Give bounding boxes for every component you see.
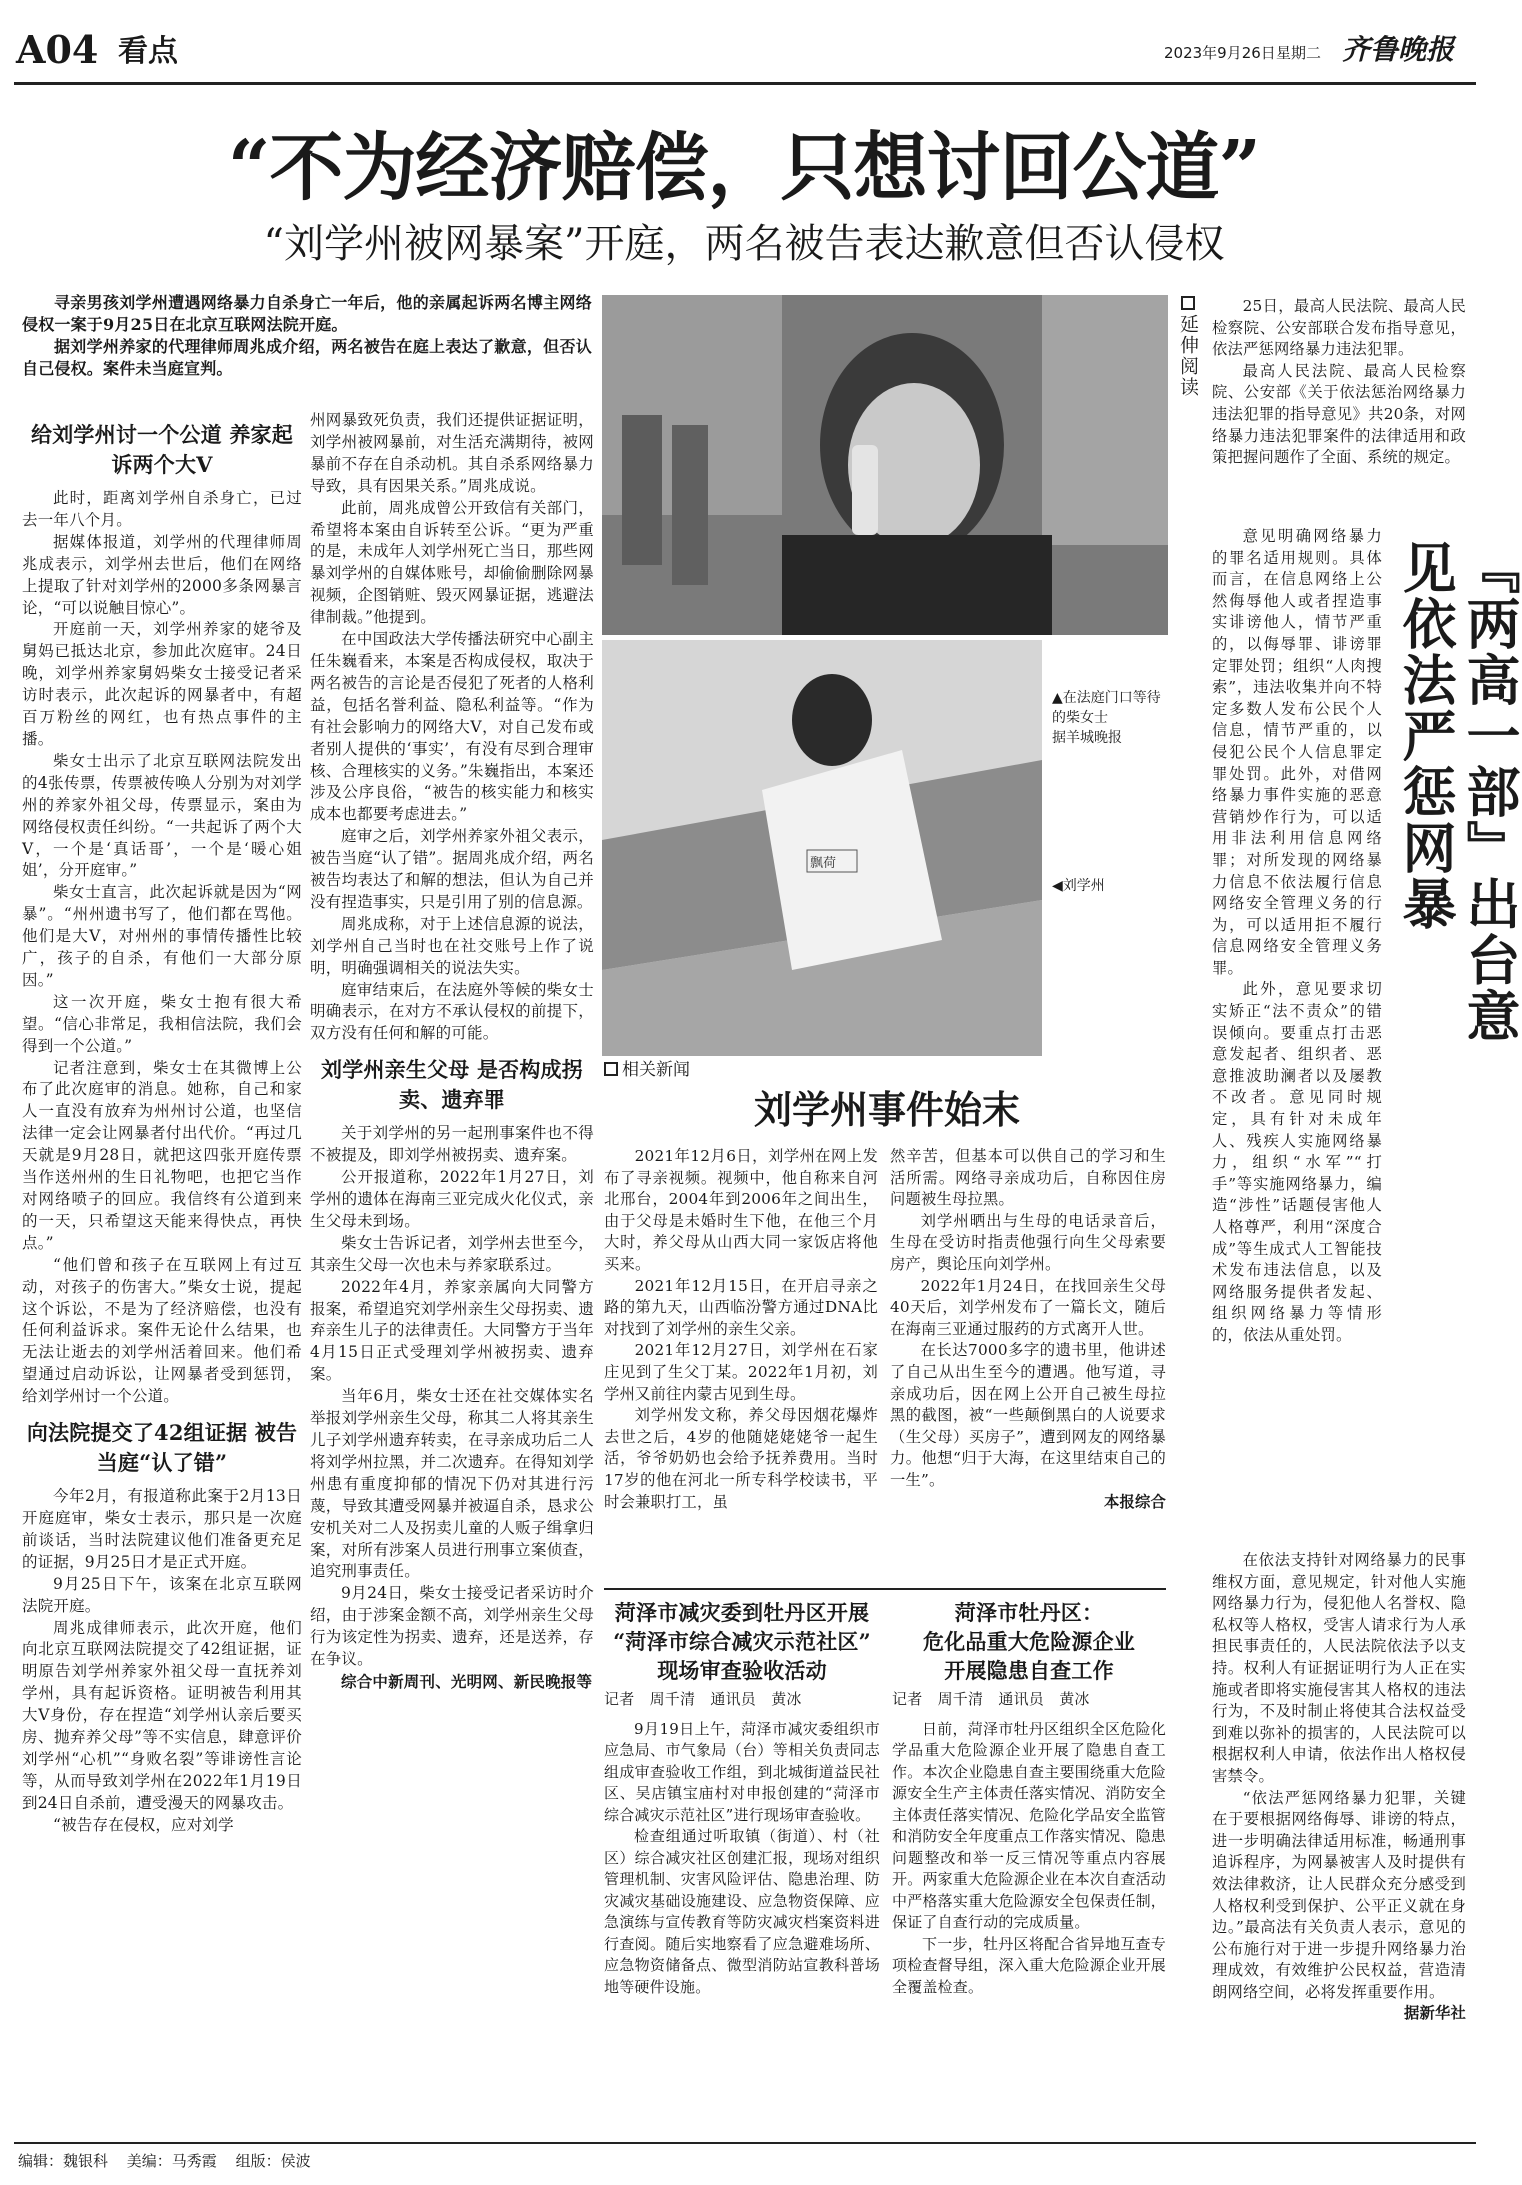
paragraph: 州网暴致死负责，我们还提供证据证明，刘学州被网暴前，对生活充满期待，被网暴前不存在自杀动机。其自杀系网络暴力导致，具有因果关系。”周兆成说。 xyxy=(310,411,594,495)
paragraph: 柴女士出示了北京互联网法院发出的4张传票，传票被传唤人分别为对刘学州的养家外祖父母，传票显示，案由为网络侵权责任纠纷。“一共起诉了两个大V，一个是‘真话哥’，一个是‘暖心姐姐’，分开庭审。” xyxy=(22,751,302,880)
lead-paragraph: 据刘学州养家的代理律师周兆成介绍，两名被告在庭上表达了歉意，但否认自己侵权。案件未当庭宣判。 xyxy=(22,337,592,378)
source-line: 据新华社 xyxy=(1404,2004,1466,2023)
paragraph: 周兆成律师表示，此次开庭，他们向北京互联网法院提交了42组证据，证明原告刘学州养家外祖父母一直抚养刘学州，具有起诉资格。证明被告利用其大V身份，存在捏造“刘学州认亲后要买房、抛弃养父母”等不实信息，肆意评价刘学州“心机”“身败名裂”等诽谤性言论等，从而导致刘学州在2022年1月19日到24日自杀前，遭受漫天的网暴攻击。 xyxy=(22,1618,302,1812)
subhead-2: 向法院提交了42组证据 被告当庭“认了错” xyxy=(26,1420,298,1476)
section-name: 看点 xyxy=(118,34,178,69)
paragraph: 庭审之后，刘学州养家外祖父表示，被告当庭“认了错”。据周兆成介绍，两名被告均表达了和解的想法，但认为自己并没有捏造事实，只是引用了别的信息源。 xyxy=(310,827,594,911)
source-line: 本报综合 xyxy=(1104,1492,1166,1511)
paragraph: 今年2月，有报道称此案于2月13日开庭庭审，柴女士表示，那只是一次庭前谈话，当时法院建议他们准备更充足的证据，9月25日才是正式开庭。 xyxy=(22,1487,302,1571)
paragraph: 9月24日，柴女士接受记者采访时介绍，由于涉案金额不高，刘学州亲生父母行为该定性为拐卖、遗弃，还是送养，存在争议。 xyxy=(310,1584,594,1669)
paragraph: 意见明确网络暴力的罪名适用规则。具体而言，在信息网络上公然侮辱他人或者捏造事实诽谤他人，情节严重的，以侮辱罪、诽谤罪定罪处罚；组织“人肉搜索”，违法收集并向不特定多数人发布公民个人信息，情节严重的，以侵犯公民个人信息罪定罪处罚。此外，对借网络暴力事件实施的恶意营销炒作行为，可以适用非法利用信息网络罪；对所发现的网络暴力信息不依法履行信息网络安全管理义务的行为，可以适用拒不履行信息网络安全管理义务罪。 xyxy=(1212,527,1382,977)
column-2 xyxy=(310,410,594,1693)
paragraph: 此前，周兆成曾公开致信有关部门，希望将本案由自诉转至公诉。“更为严重的是，未成年人刘学州死亡当日，那些网暴刘学州的自媒体账号，却偷偷删除网暴视频，企图销赃、毁灭网暴证据，逃避法律制裁。”他提到。 xyxy=(310,498,594,627)
related-title: 刘学州事件始末 xyxy=(753,1087,1020,1132)
source-line: 综合中新周刊、光明网、新民晚报等 xyxy=(341,1671,593,1691)
footer-rule xyxy=(14,2142,1476,2144)
paragraph: 这一次开庭，柴女士抱有很大希望。“信心非常足，我相信法院，我们会得到一个公道。” xyxy=(22,992,302,1055)
box2-byline: 记者 周千清 通讯员 黄冰 xyxy=(892,1690,1090,1708)
paragraph: 2022年4月，养家亲属向大同警方报案，希望追究刘学州亲生父母拐卖、遗弃亲生儿子的法律责任。大同警方于当年4月15日正式受理刘学州被拐卖、遗弃案。 xyxy=(310,1277,594,1384)
paper-logo: 齐鲁晚报 xyxy=(1342,33,1455,66)
photo-chai-illustration xyxy=(602,295,1168,635)
right-bottom-text xyxy=(1212,1550,1466,2025)
paragraph: 开庭前一天，刘学州养家的姥爷及舅妈已抵达北京，参加此次庭审。24日晚，刘学州养家舅妈柴女士接受记者采访时表示，此次起诉的网暴者中，有超百万粉丝的网红，也有热点事件的主播。 xyxy=(22,620,302,748)
paragraph: 公开报道称，2022年1月27日，刘学州的遗体在海南三亚完成火化仪式，亲生父母未到场。 xyxy=(310,1168,594,1230)
subhead-1: 给刘学州讨一个公道 养家起诉两个大V xyxy=(31,422,293,477)
photo-caption-2 xyxy=(1052,876,1164,896)
main-headline: “不为经济赔偿，只想讨回公道” xyxy=(227,125,1261,211)
paragraph: “他们曾和孩子在互联网上有过互动，对孩子的伤害大。”柴女士说，提起这个诉讼，不是为了经济赔偿，也没有任何利益诉求。案件无论什么结果，也无法让逝去的刘学州活着回来。他们希望通过启动诉讼，让网暴者受到惩罚，给刘学州讨一个公道。 xyxy=(22,1255,302,1406)
issue-weekday: 星期二 xyxy=(1276,44,1322,62)
paragraph: 检查组通过听取镇（街道）、村（社区）综合减灾社区创建汇报，现场对组织管理机制、灾害风险评估、隐患治理、防灾减灾基础设施建设、应急物资保障、应急演练与宣传教育等防灾减灾档案资料进行查阅。随后实地察看了应急避难场所、应急物资储备点、微型消防站宣教科普场地等硬件设施。 xyxy=(604,1827,880,1996)
paragraph: 此外，意见要求切实矫正“法不责众”的错误倾向。要重点打击恶意发起者、组织者、恶意推波助澜者以及屡教不改者。意见同时规定，具有针对未成年人、残疾人实施网络暴力，组织“水军”“打手”等实施网络暴力，编造“涉性”话题侵害他人人格尊严，利用“深度合成”等生成式人工智能技术发布违法信息，以及网络服务提供者发起、组织网络暴力等情形的，依法从重处罚。 xyxy=(1212,980,1382,1344)
paragraph: 柴女士直言，此次起诉就是因为“网暴”。“州州遗书写了，他们都在骂他。他们是大V，对州州的事情传播性比较广，孩子的自杀，有他们一大部分原因。” xyxy=(22,883,302,989)
box-top-rule xyxy=(604,1588,1166,1590)
paragraph: 最高人民法院、最高人民检察院、公安部《关于依法惩治网络暴力违法犯罪的指导意见》共20条，对网络暴力违法犯罪案件的法律适用和政策把握问题作了全面、系统的规定。 xyxy=(1212,361,1466,467)
related-column-a xyxy=(604,1146,878,1513)
lead-block xyxy=(22,292,592,380)
extended-reading-tag xyxy=(1176,296,1200,398)
footer-designer: 美编：马秀霞 xyxy=(126,2152,217,2170)
paragraph: 刘学州发文称，养父母因烟花爆炸去世之后，4岁的他随姥姥姥爷一起生活，爷爷奶奶也会给予抚养费用。当时17岁的他在河北一所专科学校读书，平时会兼职打工，虽 xyxy=(604,1406,878,1511)
paragraph: 日前，菏泽市牡丹区组织全区危险化学品重大危险源企业开展了隐患自查工作。本次企业隐患自查主要围绕重大危险源安全生产主体责任落实情况、消防安全主体责任落实情况、危险化学品安全监管和消防安全年度重点工作落实情况、隐患问题整改和举一反三情况等重点内容展开。两家重大危险源企业在本次自查活动中严格落实重大危险源安全包保责任制，保证了自查行动的完成质量。 xyxy=(892,1719,1166,1931)
column-1 xyxy=(22,420,302,1837)
footer-editor: 编辑：魏银科 xyxy=(18,2152,109,2170)
paragraph: 关于刘学州的另一起刑事案件也不得不被提及，即刘学州被拐卖、遗弃案。 xyxy=(310,1124,594,1165)
paragraph: 在依法支持针对网络暴力的民事维权方面，意见规定，针对他人实施网络暴力行为，侵犯他人名誉权、隐私权等人格权，受害人请求行为人承担民事责任的，人民法院依法予以支持。权利人有证据证明行为人正在实施或者即将实施侵害其人格权的违法行为，不及时制止将使其合法权益受到难以弥补的损害的，人民法院可以根据权利人申请，依法作出人格权侵害禁令。 xyxy=(1212,1551,1466,1785)
paragraph: 2021年12月27日，刘学州在石家庄见到了生父丁某。2022年1月初，刘学州又前往内蒙古见到生母。 xyxy=(604,1341,878,1403)
right-big-title: 『两高一部』出台意见依法严惩网暴 xyxy=(1394,540,1522,1044)
related-tag xyxy=(604,1058,690,1082)
page-code: A04 xyxy=(16,27,99,72)
related-column-b xyxy=(890,1146,1166,1513)
page-header xyxy=(14,28,1476,88)
tag-square-icon xyxy=(1181,296,1195,310)
lead-paragraph: 寻亲男孩刘学州遭遇网络暴力自杀身亡一年后，他的亲属起诉两名博主网络侵权一案于9月25日在北京互联网法院开庭。 xyxy=(22,293,592,334)
caption-text: ▲在法庭门口等待的柴女士 xyxy=(1052,690,1161,726)
paragraph: 当年6月，柴女士还在社交媒体实名举报刘学州亲生父母，称其二人将其亲生儿子刘学州遗弃转卖，在寻亲成功后二人将刘学州拉黑，并二次遗弃。在得知刘学州患有重度抑郁的情况下仍对其进行污蔑，导致其遭受网暴并被逼自杀，恳求公安机关对二人及拐卖儿童的人贩子缉拿归案，对所有涉案人员进行刑事立案侦查，追究刑事责任。 xyxy=(310,1387,594,1581)
paragraph: 2021年12月6日，刘学州在网上发布了寻亲视频。视频中，他自称来自河北邢台，2004年到2006年之间出生，由于父母是未婚时生下他，在他三个月大时，养父母从山西大同一家饭店将他买来。 xyxy=(604,1147,878,1273)
sub-headline: “刘学州被网暴案”开庭，两名被告表达歉意但否认侵权 xyxy=(263,221,1225,267)
issue-date: 2023年9月26日 xyxy=(1164,44,1276,62)
paragraph: 9月19日上午，菏泽市减灾委组织市应急局、市气象局（台）等相关负责同志组成审查验收工作组，到北城街道益民社区、吴店镇宝庙村对申报创建的“菏泽市综合减灾示范社区”进行现场审查验收。 xyxy=(604,1719,880,1824)
extended-reading-label: 延伸阅读 xyxy=(1177,314,1199,398)
box1-title-3: 现场审查验收活动 xyxy=(657,1658,827,1683)
photo-caption-1 xyxy=(1052,688,1164,748)
paragraph: 周兆成称，对于上述信息源的说法，刘学州自己当时也在社交账号上作了说明，明确强调相关的说法失实。 xyxy=(310,914,594,977)
paragraph: 9月25日下午，该案在北京互联网法院开庭。 xyxy=(22,1574,302,1615)
photo-liu-xuezhou xyxy=(602,640,1042,1056)
box2-title-3: 开展隐患自查工作 xyxy=(944,1658,1114,1683)
related-tag-label: 相关新闻 xyxy=(622,1060,690,1080)
footer-credits xyxy=(18,2150,311,2172)
paragraph: 2022年1月24日，在找回亲生父母40天后，刘学州发布了一篇长文，随后在海南三亚通过服药的方式离开人世。 xyxy=(890,1276,1166,1338)
box1-byline: 记者 周千清 通讯员 黄冰 xyxy=(604,1690,802,1708)
tag-square-icon xyxy=(604,1062,618,1076)
paragraph: 在中国政法大学传播法研究中心副主任朱巍看来，本案是否构成侵权，取决于两名被告的言论是否侵犯了死者的人格利益，包括名誉利益、隐私利益等。“作为有社会影响力的网络大V，对自己发布或者别人提供的‘事实’，有没有尽到合理审核、合理核实的义务。”朱巍指出，本案还涉及公序良俗，“被告的核实能力和核实成本也都要考虑进去。” xyxy=(310,630,594,824)
box2-title-1: 菏泽市牡丹区： xyxy=(954,1600,1104,1625)
box2-title-2: 危化品重大危险源企业 xyxy=(923,1629,1135,1654)
paragraph: 此时，距离刘学州自杀身亡，已过去一年八个月。 xyxy=(22,489,302,529)
paragraph: 刘学州晒出与生母的电话录音后，生母在受访时指责他强行向生父母索要房产，舆论压向刘学州。 xyxy=(890,1211,1166,1273)
right-narrow-text xyxy=(1212,526,1382,1347)
paragraph: 2021年12月15日，在开启寻亲之路的第九天，山西临汾警方通过DNA比对找到了刘学州的亲生父亲。 xyxy=(604,1276,878,1338)
box1-title-1: 菏泽市减灾委到牡丹区开展 xyxy=(614,1600,870,1625)
header-rule xyxy=(14,82,1476,85)
subhead-3: 刘学州亲生父母 是否构成拐卖、遗弃罪 xyxy=(321,1057,583,1113)
box-heze-disaster xyxy=(604,1598,880,1998)
paragraph: 庭审结束后，在法庭外等候的柴女士明确表示，在对方不承认侵权的前提下，双方没有任何和解的可能。 xyxy=(310,980,594,1043)
box-mudan-hazard xyxy=(892,1598,1166,1998)
paragraph: 柴女士告诉记者，刘学州去世至今，其亲生父母一次也未与养家联系过。 xyxy=(310,1233,594,1274)
photo-chai-waiting xyxy=(602,295,1168,635)
paragraph: 下一步，牡丹区将配合省异地互查专项检查督导组，深入重大危险源企业开展全覆盖检查。 xyxy=(892,1934,1166,1996)
paragraph: 在长达7000多字的遗书里，他讲述了自己从出生至今的遭遇。他写道，寻亲成功后，因在网上公开自己被生母拉黑的截图，被“一些颠倒黑白的人说要求（生父母）买房子”，遭到网友的网络暴力。他想“归于大海，在这里结束自己的一生”。 xyxy=(890,1341,1166,1489)
caption-source: 据羊城晚报 xyxy=(1052,730,1122,746)
caption-text: ◀刘学州 xyxy=(1052,878,1105,894)
paragraph: 记者注意到，柴女士在其微博上公布了此次庭审的消息。她称，自己和家人一直没有放弃为州州讨公道，也坚信法律一定会让网暴者付出代价。“再过几天就是9月28日，就把这四张开庭传票当作送州州的生日礼物吧，也把它当作对网络喷子的回应。我信终有公道到来的一天，只希望这天能来得快点，再快点。” xyxy=(22,1058,302,1252)
footer-proof: 组版：侯波 xyxy=(235,2152,311,2170)
paragraph: “依法严惩网络暴力犯罪，关键在于要根据网络侮辱、诽谤的特点，进一步明确法律适用标准，畅通刑事追诉程序，为网暴被害人及时提供有效法律救济，让人民群众充分感受到人格权利受到保护、公平正义就在身边。”最高法有关负责人表示，意见的公布施行对于进一步提升网络暴力治理成效，有效维护公民权益，营造清朗网络空间，必将发挥重要作用。 xyxy=(1212,1788,1466,2001)
paragraph: 25日，最高人民法院、最高人民检察院、公安部联合发布指导意见，依法严惩网络暴力违法犯罪。 xyxy=(1212,297,1466,359)
shirt-text: 飘荷 xyxy=(810,856,837,871)
box1-title-2: “菏泽市综合减灾示范社区” xyxy=(613,1629,871,1654)
right-top-text xyxy=(1212,296,1466,469)
photo-liu-illustration xyxy=(602,640,1042,1056)
paragraph: 据媒体报道，刘学州的代理律师周兆成表示，刘学州去世后，他们在网络上提取了针对刘学州的2000多条网暴言论，“可以说触目惊心”。 xyxy=(22,532,302,617)
paragraph: “被告存在侵权，应对刘学 xyxy=(53,1815,234,1834)
paragraph: 然辛苦，但基本可以供自己的学习和生活所需。网络寻亲成功后，自称因住房问题被生母拉黑。 xyxy=(890,1147,1166,1209)
